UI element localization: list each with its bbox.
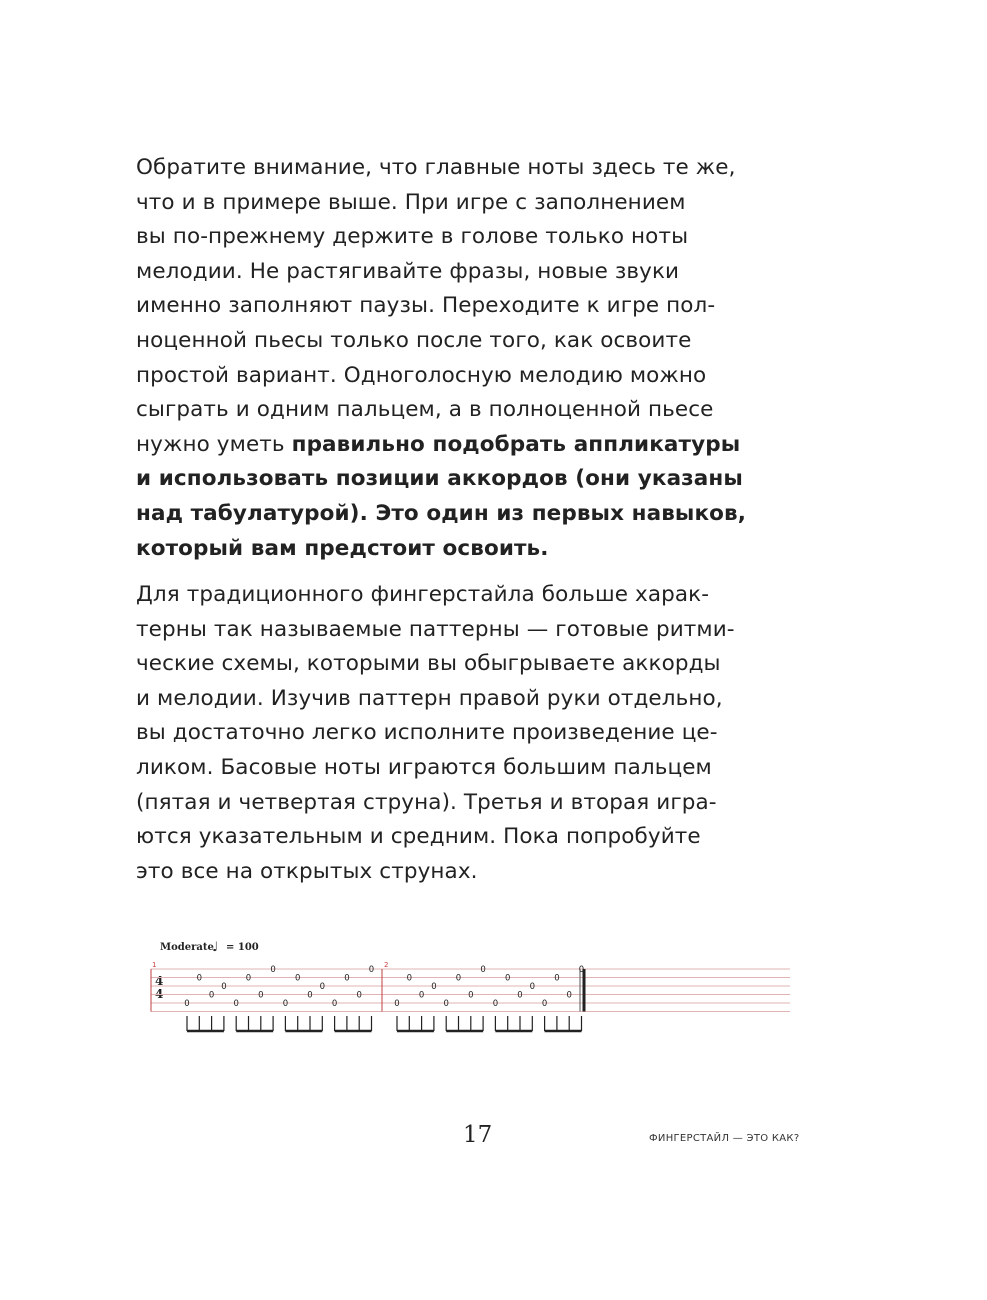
tab-fret-number: 0 (294, 973, 301, 984)
tab-fret-number: 0 (492, 999, 499, 1009)
tab-fret-number: 0 (394, 999, 400, 1009)
text-line: ются указательным и средним. Пока попробуйте (136, 824, 701, 850)
tab-fret-number: 0 (331, 999, 338, 1009)
tab-fret-number: 0 (517, 990, 523, 1001)
tab-staff (150, 936, 795, 1036)
tab-fret-number: 0 (541, 999, 548, 1009)
text-line: (пятая и четвертая струна). Третья и вторая игра- (136, 789, 717, 815)
tab-fret-number: 0 (504, 973, 511, 984)
text-line (136, 428, 741, 463)
tab-fret-number: 0 (356, 990, 362, 1001)
text-line: который вам предстоит освоить. (136, 535, 549, 561)
text-line: и мелодии. Изучив паттерн правой руки отдельно, (136, 685, 723, 711)
text-line: и использовать позиции аккордов (они указаны (136, 466, 743, 492)
text-line: мелодии. Не растягивайте фразы, новые звуки (136, 258, 680, 284)
text-line: вы достаточно легко исполните произведение це- (136, 720, 718, 746)
tab-fret-number: 0 (443, 999, 449, 1009)
tab-fret-number: 0 (307, 990, 313, 1001)
quarter-note-icon: ♩ (212, 940, 219, 955)
text-line: вы по-прежнему держите в голове только ноты (136, 224, 689, 250)
page-number: 17 (463, 1122, 493, 1148)
tab-fret-number: 0 (184, 999, 190, 1009)
tab-fret-number: 0 (233, 999, 239, 1009)
tab-fret-number: 0 (270, 965, 276, 975)
tab-fret-number: 0 (344, 973, 350, 984)
text-line: Для традиционного фингерстайла больше харак- (136, 582, 710, 607)
tab-fret-number: 0 (368, 965, 375, 975)
text-line: ликом. Басовые ноты играются большим пальцем (136, 754, 712, 780)
tab-fret-number: 0 (529, 982, 536, 992)
tab-fret-number: 0 (208, 990, 215, 1001)
text-run: нужно уметь (136, 431, 292, 457)
text-line: Обратите внимание, что главные ноты здесь те же, (136, 155, 736, 180)
tablature-figure (150, 936, 795, 1036)
tab-fret-number: 0 (319, 982, 326, 992)
time-signature-top: 4 (155, 974, 164, 988)
tab-fret-number: 0 (406, 973, 413, 984)
tab-fret-number: 0 (245, 973, 252, 984)
running-head: ФИНГЕРСТАЙЛ — ЭТО КАК? (649, 1133, 800, 1144)
tab-fret-number: 0 (431, 982, 437, 992)
tab-fret-number: 0 (282, 999, 289, 1009)
tab-fret-number: 0 (258, 990, 264, 1001)
tab-fret-number: 0 (418, 990, 425, 1001)
text-line: над табулатурой). Это один из первых навыков, (136, 500, 746, 526)
tab-fret-number: 0 (196, 973, 203, 984)
tab-fret-number: 0 (480, 965, 486, 975)
time-signature-bottom: 4 (155, 987, 164, 1001)
text-line: простой вариант. Одноголосную мелодию можно (136, 362, 707, 388)
measure-number-2: 2 (384, 961, 389, 969)
tab-fret-number: 0 (468, 990, 474, 1001)
tempo-marking: Moderate (160, 942, 214, 953)
text-line: терны так называемые паттерны — готовые ритми- (136, 616, 735, 642)
text-line: что и в примере выше. При игре с заполнением (136, 189, 686, 215)
text-line: это все на открытых струнах. (136, 858, 478, 884)
tab-fret-number: 0 (455, 973, 462, 984)
tab-fret-number: 0 (554, 973, 560, 984)
body-paragraph-1 (136, 151, 746, 566)
tab-fret-number: 0 (221, 982, 227, 992)
text-line: сыграть и одним пальцем, а в полноценной пьесе (136, 397, 714, 423)
tab-fret-number: 0 (566, 990, 572, 1001)
tempo-value: = 100 (226, 942, 259, 953)
body-paragraph-2 (136, 578, 735, 889)
text-run-bold: правильно подобрать аппликатуры (291, 431, 741, 457)
tab-fret-number: 0 (578, 965, 585, 975)
text-line: ческие схемы, которыми вы обыгрываете аккорды (136, 651, 721, 677)
text-line: ноценной пьесы только после того, как освоите (136, 327, 692, 353)
measure-number-1: 1 (152, 961, 157, 969)
text-line: именно заполняют паузы. Переходите к игре пол- (136, 293, 716, 319)
